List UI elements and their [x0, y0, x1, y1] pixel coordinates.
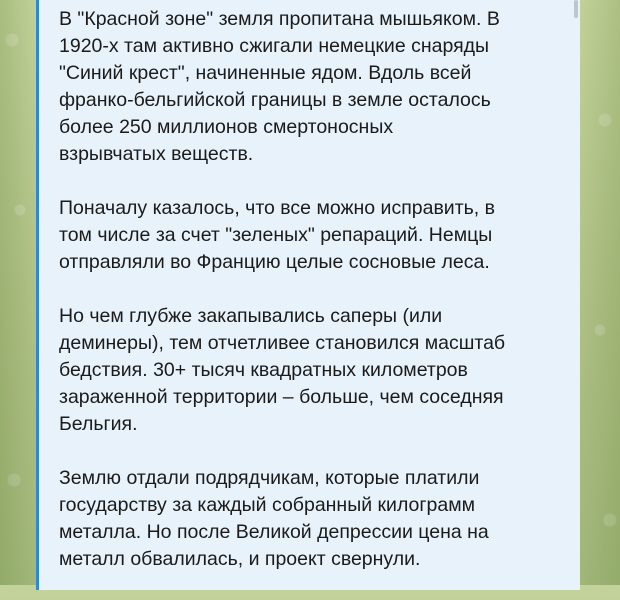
text-line: более 250 миллионов смертоносных — [59, 116, 394, 138]
chat-wallpaper-right — [580, 0, 620, 585]
text-line: зараженной территории – больше, чем соседняя — [59, 386, 504, 408]
text-line: том числе за счет "зеленых" репараций. Немцы — [59, 224, 493, 246]
text-line: 1920-х там активно сжигали немецкие снаряды — [59, 35, 490, 57]
text-line: Землю отдали подрядчикам, которые платили — [59, 467, 480, 489]
text-line: Но чем глубже закапывались саперы (или — [59, 305, 443, 327]
text-line: "Синий крест", начиненные ядом. Вдоль всей — [59, 62, 472, 84]
message-paragraph-1 — [59, 6, 549, 168]
text-line: франко-бельгийской границы в земле осталось — [59, 89, 491, 111]
text-line: государству за каждый собранный килограмм — [59, 494, 476, 516]
text-line: отправляли во Францию целые сосновые леса. — [59, 251, 490, 273]
text-line: Бельгия. — [59, 413, 138, 435]
text-line: бедствия. 30+ тысяч квадратных километров — [59, 359, 468, 381]
message-paragraph-2 — [59, 195, 549, 276]
text-line: Поначалу казалось, что все можно исправить, в — [59, 197, 495, 219]
text-line: В "Красной зоне" земля пропитана мышьяком. В — [59, 8, 500, 30]
text-line: деминеры), тем отчетливее становился масштаб — [59, 332, 506, 354]
message-text — [59, 6, 549, 600]
text-line: взрывчатых веществ. — [59, 143, 254, 165]
chat-wallpaper-left — [0, 0, 36, 585]
scrollbar-thumb[interactable] — [574, 0, 578, 18]
message-paragraph-4 — [59, 465, 549, 573]
text-line: металл обвалилась, и проект свернули. — [59, 548, 421, 570]
message-paragraph-3 — [59, 303, 549, 438]
text-line: металла. Но после Великой депрессии цена на — [59, 521, 489, 543]
